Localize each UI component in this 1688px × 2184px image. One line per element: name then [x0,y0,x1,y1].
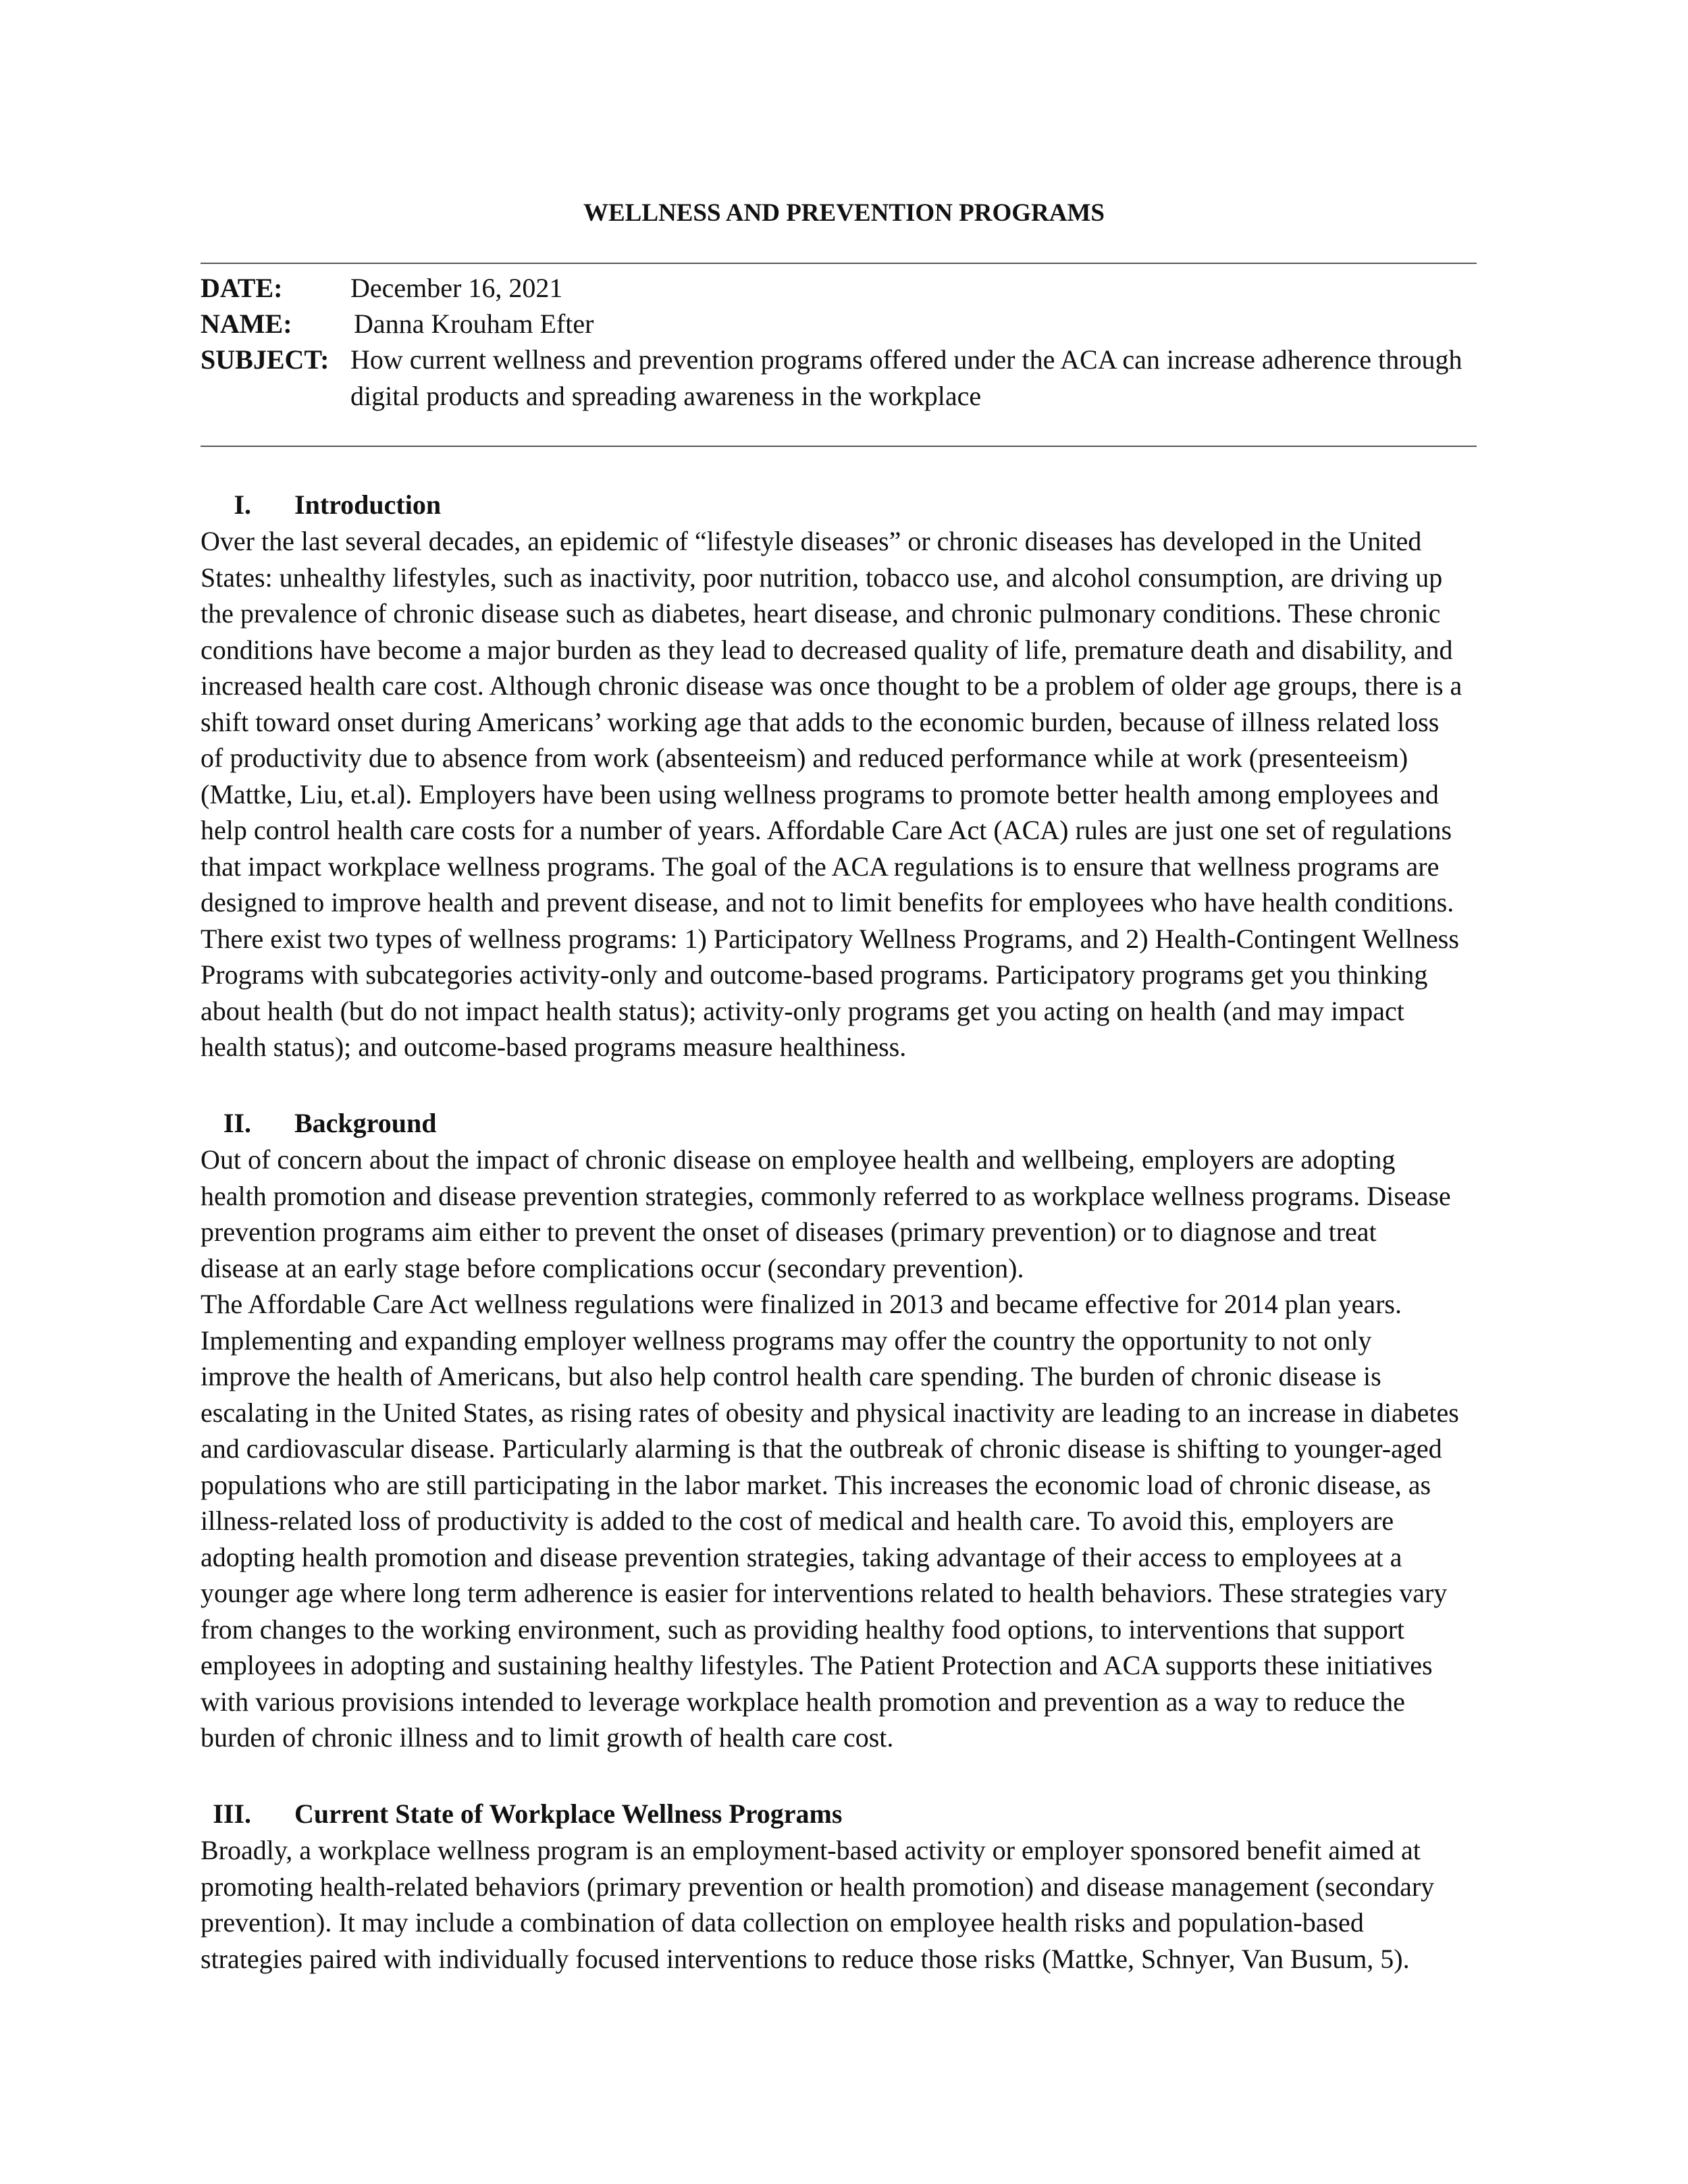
subject-line: digital products and spreading awareness in the workplace [350,380,982,411]
text-line: disease at an early stage before complications occur (secondary prevention). [201,1252,1024,1283]
text-line: escalating in the United States, as rising rates of obesity and physical inactivity are leading to an increase in diabetes [201,1397,1459,1428]
text-line: promoting health-related behaviors (primary prevention or health promotion) and disease management (secondary [201,1871,1435,1902]
text-line: States: unhealthy lifestyles, such as inactivity, poor nutrition, tobacco use, and alcohol consumption, are driving up [201,562,1443,593]
header-bottom-rule [201,446,1477,447]
text-line: prevention). It may include a combination of data collection on employee health risks and population-based [201,1907,1364,1938]
header-top-rule [201,263,1477,264]
text-line: adopting health promotion and disease prevention strategies, taking advantage of their access to employees at a [201,1541,1402,1572]
text-line: designed to improve health and prevent disease, and not to limit benefits for employees who have health conditions. [201,887,1454,917]
text-line: of productivity due to absence from work (absenteeism) and reduced performance while at work (presenteeism) [201,743,1408,773]
text-line: burden of chronic illness and to limit growth of health care cost. [201,1722,894,1753]
subject-label: SUBJECT: [201,344,329,375]
text-line: that impact workplace wellness programs. The goal of the ACA regulations is to ensure that wellness programs are [201,851,1440,882]
section-heading-current-state [197,1796,1142,1832]
name-value: Danna Krouham Efter [354,309,594,339]
document-title: WELLNESS AND PREVENTION PROGRAMS [583,199,1105,227]
paragraph-background-1 [201,1142,1451,1286]
text-line: strategies paired with individually focused interventions to reduce those risks (Mattke, Schnyer, Van Busum, 5). [201,1943,1410,1974]
subject-value [350,342,1462,414]
text-line: Over the last several decades, an epidemic of “lifestyle diseases” or chronic diseases has developed in the United [201,526,1422,556]
name-label: NAME: [201,309,292,339]
text-line: There exist two types of wellness programs: 1) Participatory Wellness Programs, and 2) Health-Contingent Wellness [201,923,1459,954]
text-line: The Affordable Care Act wellness regulations were finalized in 2013 and became effective for 2014 plan years. [201,1289,1402,1319]
text-line: and cardiovascular disease. Particularly alarming is that the outbreak of chronic disease is shifting to younger-aged [201,1433,1442,1464]
text-line: Out of concern about the impact of chronic disease on employee health and wellbeing, employers are adopting [201,1144,1396,1175]
paragraph-background-2 [201,1286,1459,1756]
text-line: employees in adopting and sustaining healthy lifestyles. The Patient Protection and ACA supports these initiatives [201,1650,1433,1680]
text-line: with various provisions intended to leverage workplace health promotion and prevention as a way to reduce the [201,1686,1405,1717]
text-line: prevention programs aim either to prevent the onset of diseases (primary prevention) or to diagnose and treat [201,1217,1377,1247]
text-line: (Mattke, Liu, et.al). Employers have been using wellness programs to promote better health among employees and [201,778,1439,809]
date-label: DATE: [201,273,283,303]
section-number: III. [213,1799,251,1829]
section-heading-introduction [197,487,1142,523]
text-line: Programs with subcategories activity-only and outcome-based programs. Participatory programs get you thinking [201,959,1428,990]
text-line: about health (but do not impact health status); activity-only programs get you acting on health (and may impact [201,995,1404,1026]
text-line: shift toward onset during Americans’ working age that adds to the economic burden, because of illness related loss [201,706,1440,737]
section-number: I. [234,489,251,520]
text-line: increased health care cost. Although chronic disease was once thought to be a problem of older age groups, there is a [201,670,1462,701]
text-line: illness-related loss of productivity is added to the cost of medical and health care. To avoid this, employers are [201,1506,1394,1536]
text-line: health promotion and disease prevention strategies, commonly referred to as workplace wellness programs. Disease [201,1180,1451,1211]
section-heading-background [197,1105,1142,1142]
text-line: Implementing and expanding employer wellness programs may offer the country the opportunity to not only [201,1325,1372,1356]
section-number: II. [223,1108,251,1138]
subject-line: How current wellness and prevention programs offered under the ACA can increase adherence through [350,344,1462,375]
section-title: Background [294,1108,437,1138]
text-line: Broadly, a workplace wellness program is an employment-based activity or employer sponsored benefit aimed at [201,1835,1421,1865]
text-line: populations who are still participating in the labor market. This increases the economic load of chronic disease, as [201,1469,1431,1500]
text-line: improve the health of Americans, but also help control health care spending. The burden of chronic disease is [201,1361,1381,1391]
text-line: the prevalence of chronic disease such as diabetes, heart disease, and chronic pulmonary conditions. These chronic [201,598,1441,629]
text-line: younger age where long term adherence is easier for interventions related to health behaviors. These strategies vary [201,1578,1448,1608]
paragraph-introduction [201,523,1462,1065]
section-title: Introduction [294,489,442,520]
paragraph-current-state [201,1832,1434,1977]
text-line: from changes to the working environment, such as providing healthy food options, to interventions that support [201,1614,1405,1645]
date-value: December 16, 2021 [350,273,563,303]
text-line: help control health care costs for a number of years. Affordable Care Act (ACA) rules are just one set of regulations [201,815,1452,845]
section-title: Current State of Workplace Wellness Programs [294,1799,843,1829]
text-line: conditions have become a major burden as they lead to decreased quality of life, premature death and disability, and [201,634,1453,665]
text-line: health status); and outcome-based programs measure healthiness. [201,1032,907,1062]
